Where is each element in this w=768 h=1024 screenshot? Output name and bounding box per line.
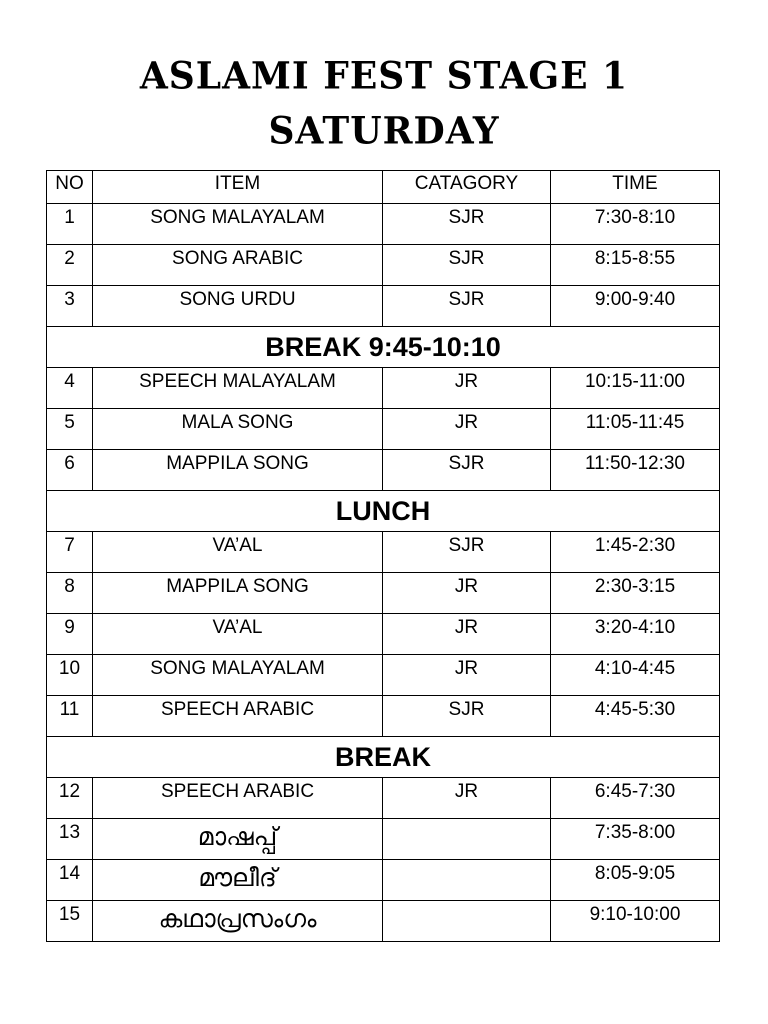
row-item: SONG MALAYALAM [93,204,383,245]
row-category: SJR [383,245,551,286]
row-category: SJR [383,696,551,737]
row-time: 9:10-10:00 [551,901,720,942]
lunch-label: LUNCH [47,491,720,532]
row-no: 11 [47,696,93,737]
row-no: 15 [47,901,93,942]
table-row [47,368,720,409]
row-time: 7:35-8:00 [551,819,720,860]
row-item: SONG URDU [93,286,383,327]
row-time: 2:30-3:15 [551,573,720,614]
row-time: 1:45-2:30 [551,532,720,573]
row-no: 9 [47,614,93,655]
row-item: SONG ARABIC [93,245,383,286]
break-row [47,327,720,368]
row-item: SONG MALAYALAM [93,655,383,696]
row-item-text: മാഷപ്പ് [197,822,278,851]
table-row [47,696,720,737]
row-category: JR [383,368,551,409]
table-row [47,778,720,819]
row-no: 3 [47,286,93,327]
row-item: MALA SONG [93,409,383,450]
row-time: 11:05-11:45 [551,409,720,450]
row-item: MAPPILA SONG [93,573,383,614]
row-no: 12 [47,778,93,819]
row-category: SJR [383,204,551,245]
table-row [47,286,720,327]
row-item-text: മൗലീദ് [198,863,277,892]
row-item: SPEECH MALAYALAM [93,368,383,409]
lunch-row [47,491,720,532]
row-category [383,860,551,901]
row-category: SJR [383,532,551,573]
row-no: 8 [47,573,93,614]
row-time: 4:45-5:30 [551,696,720,737]
row-item: VA’AL [93,614,383,655]
table-row [47,614,720,655]
break-label: BREAK [47,737,720,778]
table-row [47,409,720,450]
table-row [47,450,720,491]
row-time: 8:05-9:05 [551,860,720,901]
row-item: SPEECH ARABIC [93,696,383,737]
row-time: 10:15-11:00 [551,368,720,409]
row-category [383,819,551,860]
row-item-text: കഥാപ്രസംഗം [158,904,317,933]
row-item: MAPPILA SONG [93,450,383,491]
row-category: SJR [383,450,551,491]
row-no: 4 [47,368,93,409]
table-row [47,819,720,860]
table-header-row [47,171,720,204]
row-no: 2 [47,245,93,286]
break-label: BREAK 9:45-10:10 [47,327,720,368]
column-header-category: CATAGORY [383,171,551,204]
row-time: 8:15-8:55 [551,245,720,286]
schedule-table [46,170,720,942]
row-item: SPEECH ARABIC [93,778,383,819]
row-no: 10 [47,655,93,696]
row-no: 14 [47,860,93,901]
row-time: 7:30-8:10 [551,204,720,245]
row-no: 1 [47,204,93,245]
row-category: JR [383,573,551,614]
page-subtitle-day: SATURDAY [268,108,500,154]
row-category: JR [383,614,551,655]
row-time: 11:50-12:30 [551,450,720,491]
row-item [93,901,383,942]
table-row [47,245,720,286]
row-item [93,860,383,901]
table-row [47,860,720,901]
row-category: JR [383,655,551,696]
table-row [47,204,720,245]
column-header-no: NO [47,171,93,204]
row-no: 6 [47,450,93,491]
row-category: JR [383,409,551,450]
row-time: 9:00-9:40 [551,286,720,327]
row-time: 4:10-4:45 [551,655,720,696]
table-row [47,532,720,573]
row-no: 13 [47,819,93,860]
row-time: 3:20-4:10 [551,614,720,655]
row-no: 7 [47,532,93,573]
column-header-item: ITEM [93,171,383,204]
row-category [383,901,551,942]
column-header-time: TIME [551,171,720,204]
row-item: VA’AL [93,532,383,573]
row-category: JR [383,778,551,819]
row-item [93,819,383,860]
row-category: SJR [383,286,551,327]
row-no: 5 [47,409,93,450]
row-time: 6:45-7:30 [551,778,720,819]
table-row [47,655,720,696]
page-title: ASLAMI FEST STAGE 1 [139,53,629,99]
table-row [47,573,720,614]
table-row [47,901,720,942]
break-row [47,737,720,778]
